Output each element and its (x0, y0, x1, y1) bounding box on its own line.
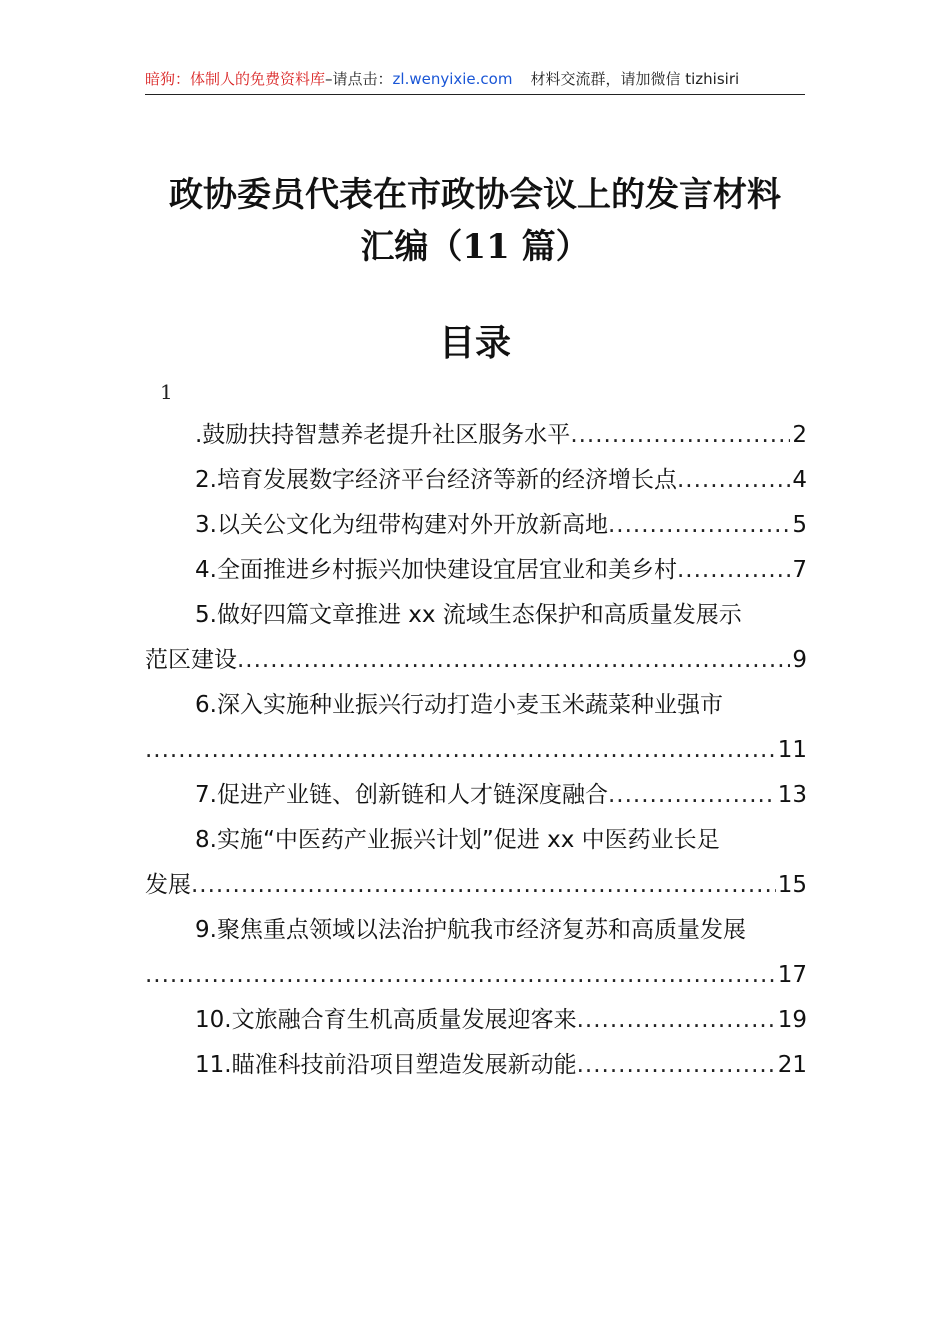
toc-entry-title: .鼓励扶持智慧养老提升社区服务水平 (195, 422, 571, 448)
toc-entry-5-cont[interactable] (145, 639, 807, 681)
toc-entry-7[interactable] (145, 774, 807, 816)
toc-entry-title: 2.培育发展数字经济平台经济等新的经济增长点 (195, 467, 677, 493)
document-title-line1: 政协委员代表在市政协会议上的发言材料 (169, 175, 781, 215)
toc-entry-page: 21 (777, 1052, 807, 1078)
toc-entry-page: 19 (777, 1007, 807, 1033)
toc-entry-title: 6.深入实施种业振兴行动打造小麦玉米蔬菜种业强市 (195, 692, 723, 718)
toc-leader-dots (677, 459, 790, 501)
document-title-line2: 汇编（11 篇） (360, 227, 590, 267)
toc-entry-title: 9.聚焦重点领域以法治护航我市经济复苏和高质量发展 (195, 917, 746, 943)
toc-entry-6[interactable] (145, 684, 807, 726)
toc-entry-10[interactable] (145, 999, 807, 1041)
toc-entry-page: 2 (792, 422, 807, 448)
toc-entry-title: 4.全面推进乡村振兴加快建设宜居宜业和美乡村 (195, 557, 677, 583)
toc-entry-title-cont: 发展 (145, 872, 191, 898)
toc-entry-page: 7 (792, 557, 807, 583)
toc-entry-4[interactable] (145, 549, 807, 591)
header-separator: –请点击： (325, 70, 393, 88)
toc-heading: 目录 (438, 322, 511, 364)
toc-entry-1[interactable] (145, 414, 807, 456)
toc-entry-9[interactable] (145, 909, 807, 951)
toc-entry-title: 3.以关公文化为纽带构建对外开放新高地 (195, 512, 608, 538)
stray-number: 1 (160, 380, 173, 404)
toc-leader-dots (608, 774, 776, 816)
toc-entry-3[interactable] (145, 504, 807, 546)
toc-leader-dots (608, 504, 790, 546)
toc-entry-title: 5.做好四篇文章推进 xx 流域生态保护和高质量发展示 (195, 602, 742, 628)
toc-leader-dots (570, 414, 790, 456)
toc-entry-title: 8.实施“中医药产业振兴计划”促进 xx 中医药业长足 (195, 827, 720, 853)
toc-leader-dots (191, 864, 776, 906)
toc-entry-6-cont[interactable] (145, 729, 807, 771)
toc-leader-dots (577, 999, 776, 1041)
toc-leader-dots (237, 639, 790, 681)
toc-leader-dots (577, 1044, 776, 1086)
toc-entry-page: 11 (777, 737, 807, 763)
toc-entry-page: 5 (792, 512, 807, 538)
toc-leader-dots (677, 549, 790, 591)
header-brand: 暗狗：体制人的免费资料库 (145, 70, 326, 88)
toc-entry-title: 10.文旅融合育生机高质量发展迎客来 (195, 1007, 577, 1033)
toc-entry-8[interactable] (145, 819, 807, 861)
toc-entry-page: 4 (792, 467, 807, 493)
toc-entry-8-cont[interactable] (145, 864, 807, 906)
header-link[interactable]: zl.wenyixie.com (392, 70, 513, 88)
toc-leader-dots (145, 954, 776, 996)
toc-entry-title-cont: 范区建设 (145, 647, 237, 673)
toc-entry-9-cont[interactable] (145, 954, 807, 996)
toc-entry-title: 7.促进产业链、创新链和人才链深度融合 (195, 782, 608, 808)
header-extra: 材料交流群，请加微信 tizhisiri (530, 70, 740, 88)
toc-leader-dots (145, 729, 776, 771)
toc-entry-5[interactable] (145, 594, 807, 636)
toc-entry-11[interactable] (145, 1044, 807, 1086)
page-header (145, 64, 805, 95)
toc-entry-2[interactable] (145, 459, 807, 501)
toc-entry-page: 13 (777, 782, 807, 808)
toc-entry-page: 15 (777, 872, 807, 898)
toc-entry-page: 17 (777, 962, 807, 988)
toc-entry-page: 9 (792, 647, 807, 673)
toc-entry-title: 11.瞄准科技前沿项目塑造发展新动能 (195, 1052, 577, 1078)
